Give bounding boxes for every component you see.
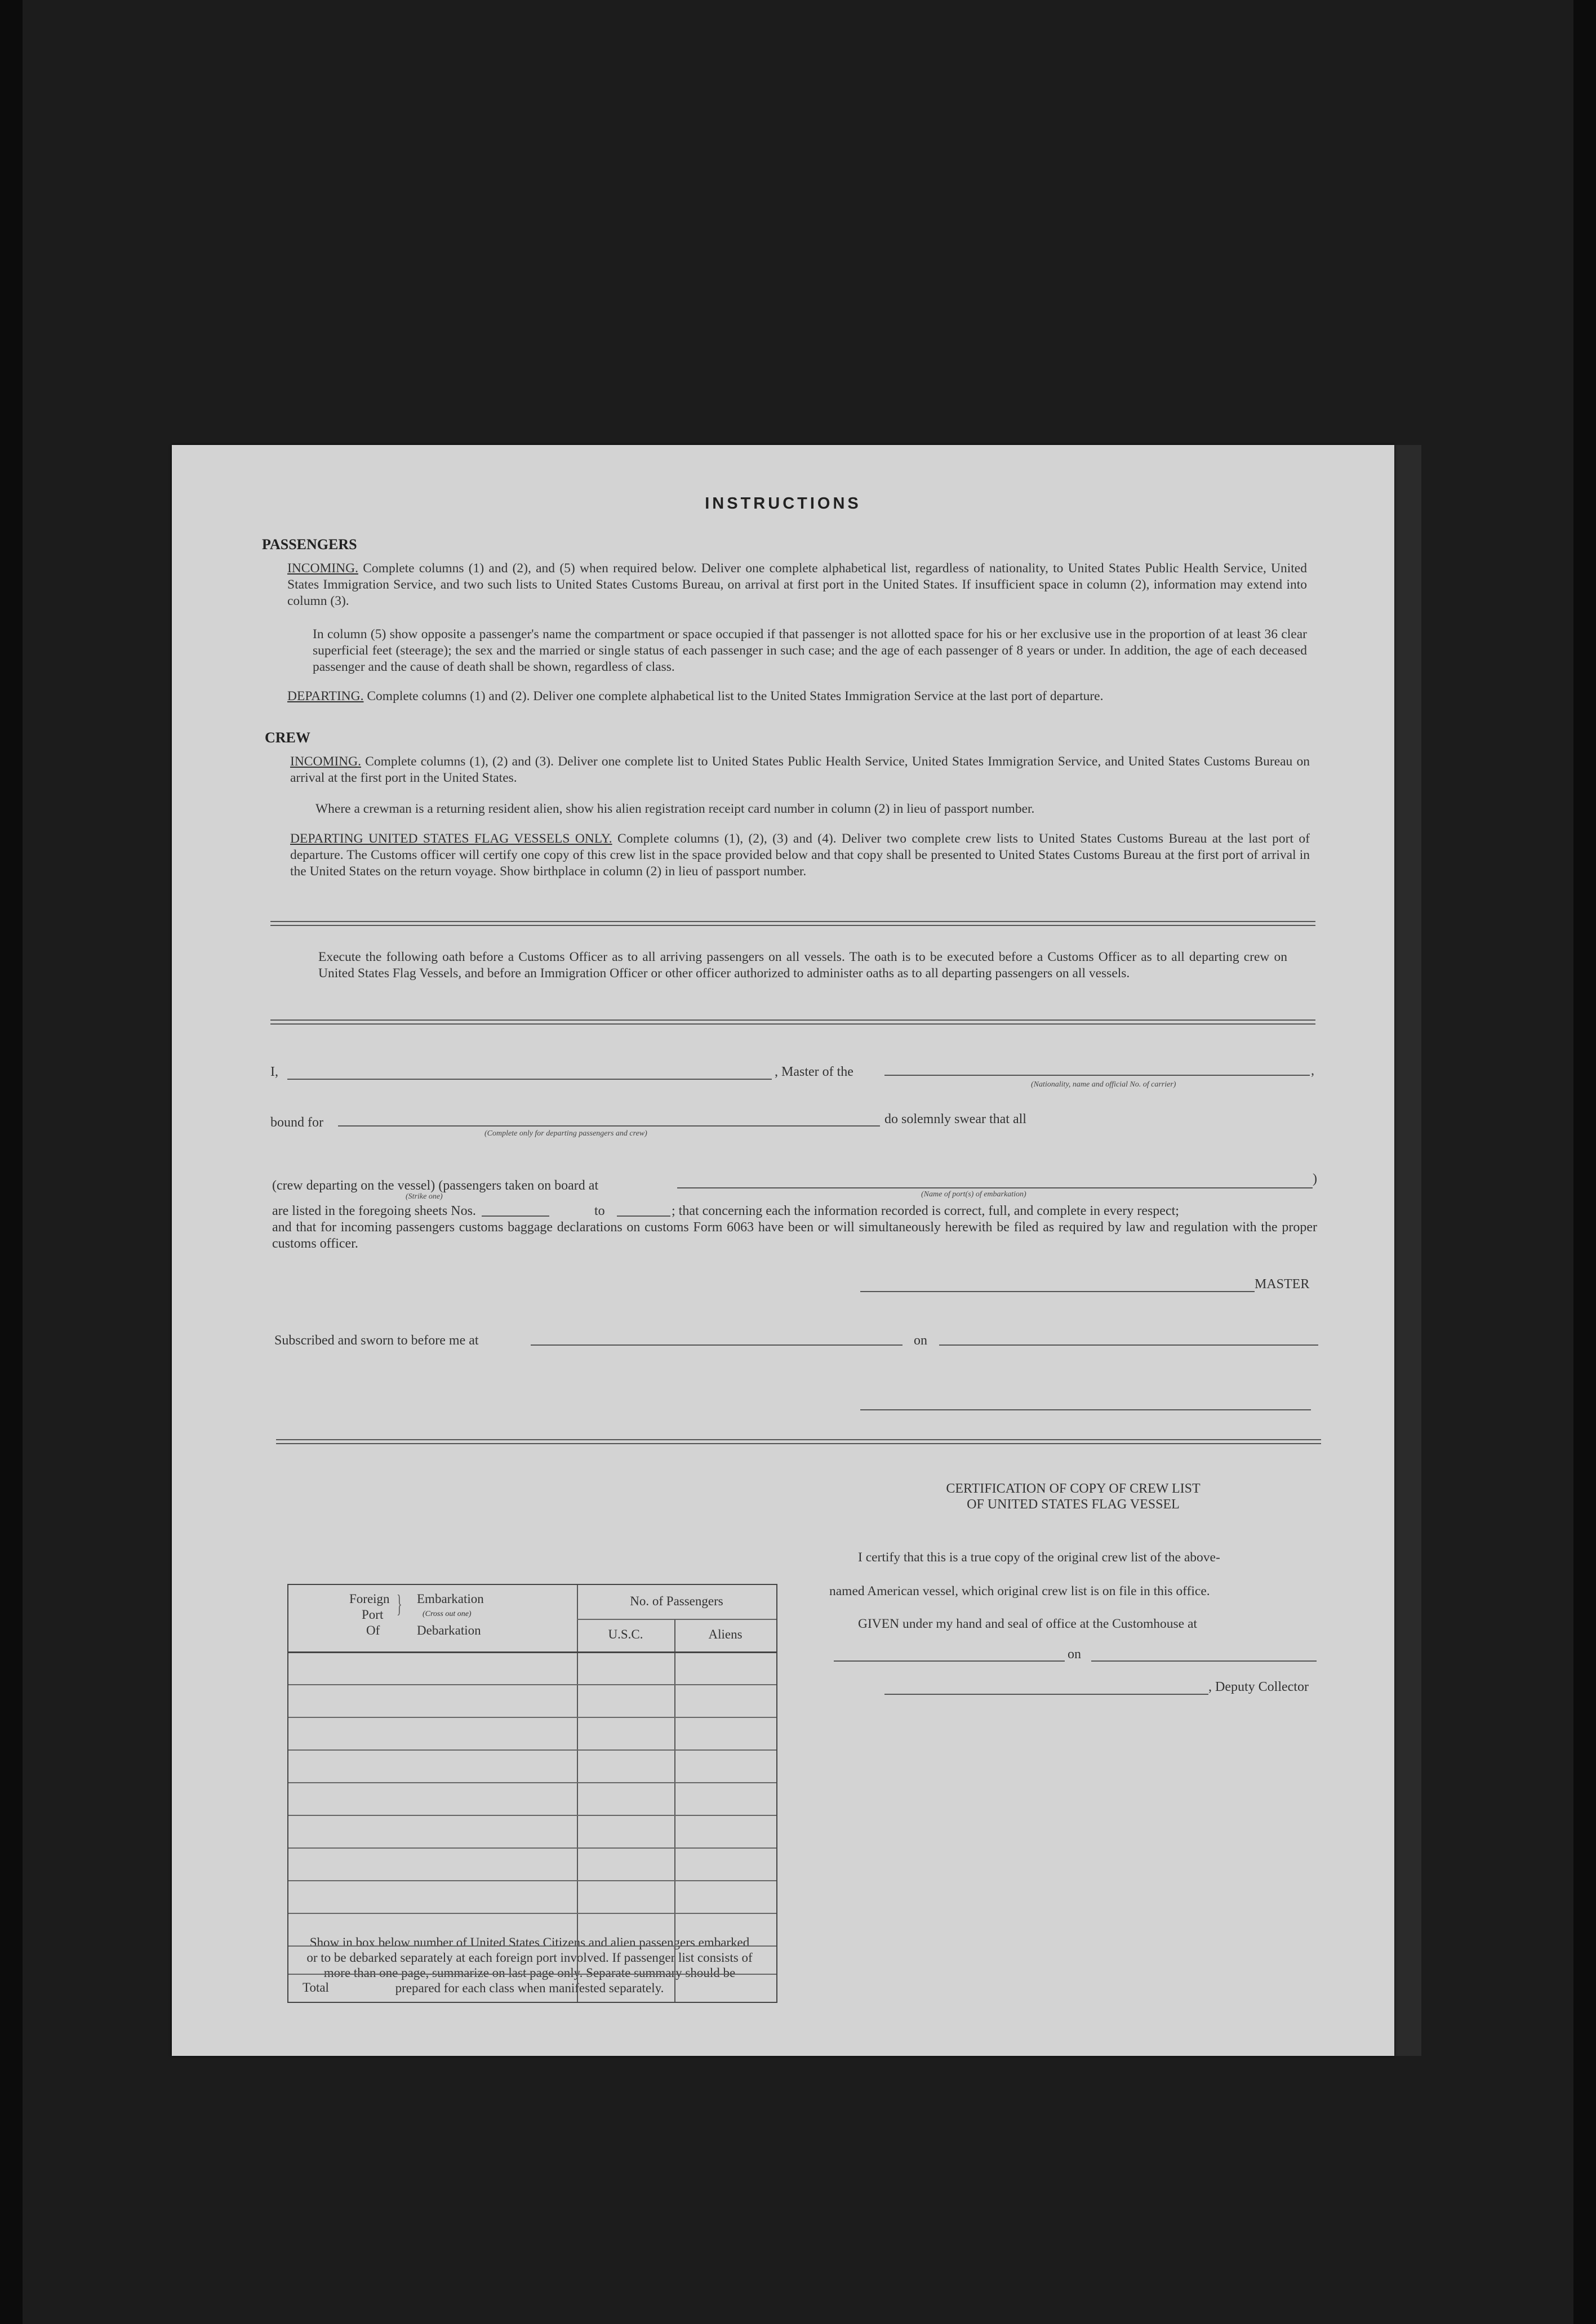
- header-aliens: Aliens: [708, 1627, 743, 1641]
- brace-icon: }: [397, 1590, 402, 1618]
- page-shadow: [1394, 445, 1421, 2056]
- certification-line-2: named American vessel, which original crew list is on file in this office.: [829, 1584, 1210, 1599]
- form-page: [172, 445, 1394, 2056]
- table-row-line-5: [288, 1815, 776, 1816]
- table-header-bottom: [288, 1651, 776, 1653]
- certification-heading-1: CERTIFICATION OF COPY OF CREW LIST: [946, 1481, 1201, 1496]
- customhouse-field[interactable]: [834, 1660, 1065, 1662]
- certification-on-label: on: [1068, 1647, 1081, 1662]
- passengers-departing-text: Complete columns (1) and (2). Deliver one complete alphabetical list to the United States Immigration Service at the last port of departure.: [363, 689, 1104, 704]
- passengers-heading: PASSENGERS: [262, 536, 357, 553]
- page-title: INSTRUCTIONS: [705, 495, 861, 513]
- table-row-line-10: [288, 1974, 776, 1975]
- carrier-comma: ,: [1311, 1063, 1314, 1078]
- passenger-summary-table: [287, 1584, 777, 2003]
- certification-heading-2: OF UNITED STATES FLAG VESSEL: [967, 1497, 1180, 1512]
- bound-for-label: bound for: [270, 1115, 323, 1130]
- header-no-passengers: No. of Passengers: [630, 1594, 723, 1608]
- master-label: MASTER: [1255, 1277, 1310, 1292]
- oath-i-label: I,: [270, 1065, 278, 1079]
- table-vline-1: [577, 1585, 578, 2002]
- header-embarkation: Embarkation: [417, 1592, 484, 1606]
- crew-incoming-lead: INCOMING.: [290, 754, 361, 769]
- crew-resident: Where a crewman is a returning resident alien, show his alien registration receipt card number in column (2) in lieu of passport number.: [315, 802, 1035, 816]
- crew-heading: CREW: [265, 729, 310, 746]
- header-debarkation: Debarkation: [417, 1623, 481, 1637]
- table-row-line-3: [288, 1749, 776, 1751]
- oath-instruction: Execute the following oath before a Customs Officer as to all arriving passengers on all vessels. The oath is to be executed before a Customs Officer as to all departing crew on United States Flag Vessels, and before an Immigration Officer or other officer authorized to administer oaths as to all departing passengers on all vessels.: [318, 950, 1287, 981]
- close-paren: ): [1313, 1172, 1317, 1186]
- table-row-line-8: [288, 1913, 776, 1914]
- passengers-incoming-text: Complete columns (1) and (2), and (5) when required below. Deliver one complete alphabetical list, regardless of nationality, to United States Public Health Service, United States Immigration Service, and two such lists to United States Customs Bureau, on arrival at first port in the United States. If insufficient space in column (2), information may extend into column (3).: [287, 561, 1307, 608]
- header-cross-out: (Cross out one): [423, 1610, 472, 1618]
- complete-only-caption: (Complete only for departing passengers and crew): [484, 1129, 647, 1138]
- header-foreign: Foreign: [349, 1592, 390, 1606]
- table-row-line-6: [288, 1847, 776, 1849]
- crew-incoming-text: Complete columns (1), (2) and (3). Deliver one complete list to United States Public Health Service, United States Immigration Service, and United States Customs Bureau on arrival at the first port in the United States.: [290, 754, 1310, 785]
- header-of: Of: [366, 1623, 380, 1637]
- listed-rest: and that for incoming passengers customs baggage declarations on customs Form 6063 have been or will simultaneously herewith be filed as required by law and regulation with the proper customs officer.: [272, 1220, 1317, 1251]
- passengers-column5: In column (5) show opposite a passenger's name the compartment or space occupied if that passenger is not allotted space for his or her exclusive use in the proportion of at least 36 clear superficial feet (steerage); the sex and the married or single status of each passenger in such case; and the age of each passenger of 8 years or under. In addition, the age of each deceased passenger and the cause of death shall be shown, regardless of class.: [313, 627, 1307, 674]
- passengers-departing-lead: DEPARTING.: [287, 689, 364, 704]
- summary-instruction: Show in box below number of United States Citizens and alien passengers embarked or to be debarked separately at each foreign port involved. If passenger list consists of more than one page, summarize on last page only. Separate summary should be prepared for each class when manifested separately.: [306, 1935, 753, 1995]
- table-header-split: [577, 1619, 776, 1620]
- row-total-label: Total: [303, 1980, 329, 1994]
- certification-date-field[interactable]: [1091, 1660, 1317, 1662]
- strike-one-caption: (Strike one): [406, 1192, 443, 1201]
- listed-prefix: are listed in the foregoing sheets Nos.: [272, 1204, 476, 1218]
- crew-departing-label: (crew departing on the vessel) (passengers taken on board at: [272, 1178, 599, 1193]
- deputy-collector-label: , Deputy Collector: [1208, 1680, 1309, 1694]
- table-row-line-4: [288, 1782, 776, 1783]
- deputy-signature-field[interactable]: [884, 1694, 1208, 1695]
- certification-line-1: I certify that this is a true copy of the original crew list of the above-: [858, 1550, 1220, 1565]
- table-row-line-1: [288, 1684, 776, 1685]
- sworn-on-label: on: [914, 1333, 927, 1348]
- film-edge-left: [0, 0, 23, 2324]
- table-vline-2: [674, 1619, 675, 2002]
- to-label: to: [594, 1204, 605, 1218]
- nationality-caption: (Nationality, name and official No. of carrier): [1031, 1080, 1176, 1089]
- solemnly-label: do solemnly swear that all: [884, 1112, 1026, 1127]
- table-row-line-2: [288, 1717, 776, 1718]
- crew-departing-text: Complete columns (1), (2), (3) and (4). Deliver two complete crew lists to United States Customs Bureau at the last port of departure. The Customs officer will certify one copy of this crew list in the space provided below and that copy shall be presented to United States Customs Bureau at the first port of arrival in the United States on the return voyage. Show birthplace in column (2) in lieu of passport number.: [290, 831, 1310, 879]
- table-row-line-9: [288, 1945, 776, 1947]
- summary-table-area: [172, 445, 1394, 2056]
- table-row-line-7: [288, 1880, 776, 1881]
- passengers-incoming-lead: INCOMING.: [287, 561, 358, 576]
- header-port: Port: [362, 1608, 384, 1622]
- subscribed-label: Subscribed and sworn to before me at: [274, 1333, 479, 1348]
- header-usc: U.S.C.: [608, 1627, 643, 1641]
- film-edge-right: [1573, 0, 1596, 2324]
- certification-line-3: GIVEN under my hand and seal of office at the Customhouse at: [858, 1617, 1197, 1631]
- listed-suffix: ; that concerning each the information recorded is correct, full, and complete in every respect;: [672, 1204, 1179, 1218]
- master-of-label: , Master of the: [775, 1065, 853, 1079]
- port-caption: (Name of port(s) of embarkation): [921, 1190, 1026, 1199]
- crew-departing-lead: DEPARTING UNITED STATES FLAG VESSELS ONLY.: [290, 831, 612, 846]
